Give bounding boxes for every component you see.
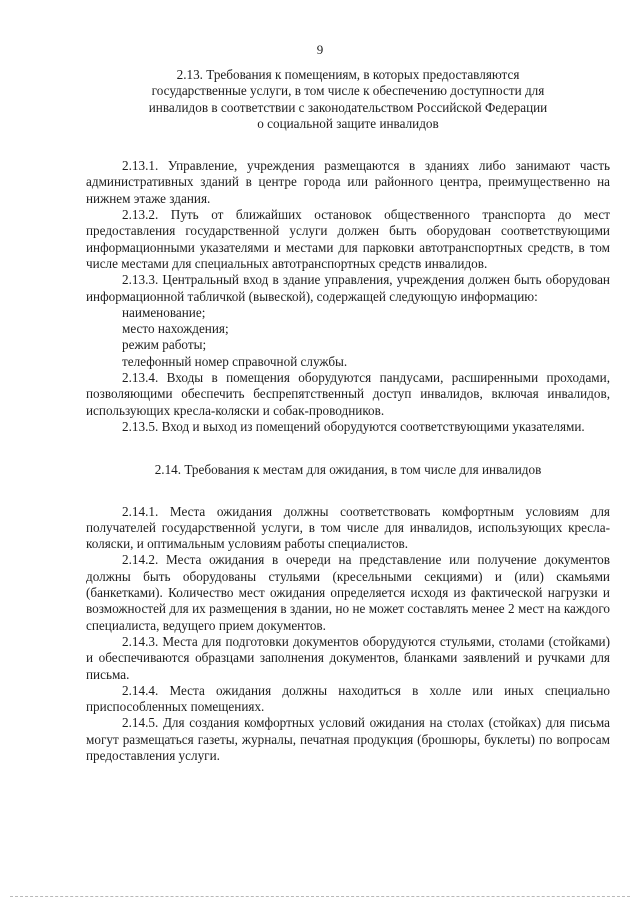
section-2-14-heading: 2.14. Требования к местам для ожидания, в том числе для инвалидов [154, 462, 542, 478]
list-item: режим работы; [122, 337, 207, 353]
heading-line: о социальной защите инвалидов [257, 115, 439, 131]
paragraph-2-13-3: 2.13.3. Центральный вход в здание управления, учреждения должен быть оборудован информационной табличкой (вывеской), содержащей следующую информацию: [86, 272, 610, 304]
paragraph-2-13-2: 2.13.2. Путь от ближайших остановок общественного транспорта до мест предоставления государственной услуги должен быть оборудован соответствующими информационными указателями и местами для парковки автотранспортных средств, в том числе местами для специальных автотранспортных средств инвалидов. [86, 207, 610, 271]
paragraph-2-14-3: 2.14.3. Места для подготовки документов оборудуются стульями, столами (стойками) и обеспечиваются образцами заполнения документов, бланками заявлений и ручками для письма. [86, 633, 610, 682]
list-item: телефонный номер справочной службы. [122, 353, 348, 369]
section-2-13-heading [86, 67, 610, 132]
paragraph-2-14-2: 2.14.2. Места ожидания в очереди на представление или получение документов должны быть оборудованы стульями (кресельными секциями) и (или) скамьями (банкетками). Количество мест ожидания определяется исходя из фактической нагрузки и возможностей для их размещения в здании, но не может составлять менее 2 мест на каждого специалиста, ведущего прием документов. [86, 552, 610, 633]
document-body [86, 67, 610, 764]
heading-line: инвалидов в соответствии с законодательством Российской Федерации [148, 99, 548, 115]
info-list [86, 305, 610, 370]
heading-line: 2.13. Требования к помещениям, в которых предоставляются [176, 67, 520, 82]
paragraph-2-13-5: 2.13.5. Вход и выход из помещений оборудуются соответствующими указателями. [122, 418, 585, 434]
list-item: место нахождения; [122, 321, 229, 337]
page-number: 9 [316, 42, 324, 57]
scan-footer-rule [10, 896, 630, 897]
paragraph-2-14-1: 2.14.1. Места ожидания должны соответствовать комфортным условиям для получателей государственной услуги, в том числе для инвалидов, использующих кресла-коляски, и оптимальным условиям работы специалистов. [86, 503, 610, 552]
paragraph-2-13-4: 2.13.4. Входы в помещения оборудуются пандусами, расширенными проходами, позволяющими обеспечить беспрепятственный доступ инвалидов, включая инвалидов, использующих кресла-коляски и собак-проводников. [86, 370, 610, 418]
paragraph-2-14-4: 2.14.4. Места ожидания должны находиться в холле или иных специально приспособленных помещениях. [86, 682, 610, 715]
paragraph-2-13-1: 2.13.1. Управление, учреждения размещаются в зданиях либо занимают часть административных зданий в центре города или районного центра, преимущественно на нижнем этаже здания. [86, 158, 610, 206]
heading-line: государственные услуги, в том числе к обеспечению доступности для [151, 83, 545, 99]
list-item: наименование; [122, 304, 206, 320]
paragraph-2-14-5: 2.14.5. Для создания комфортных условий ожидания на столах (стойках) для письма могут размещаться газеты, журналы, печатная продукция (брошюры, буклеты) по вопросам предоставления услуги. [86, 715, 610, 763]
